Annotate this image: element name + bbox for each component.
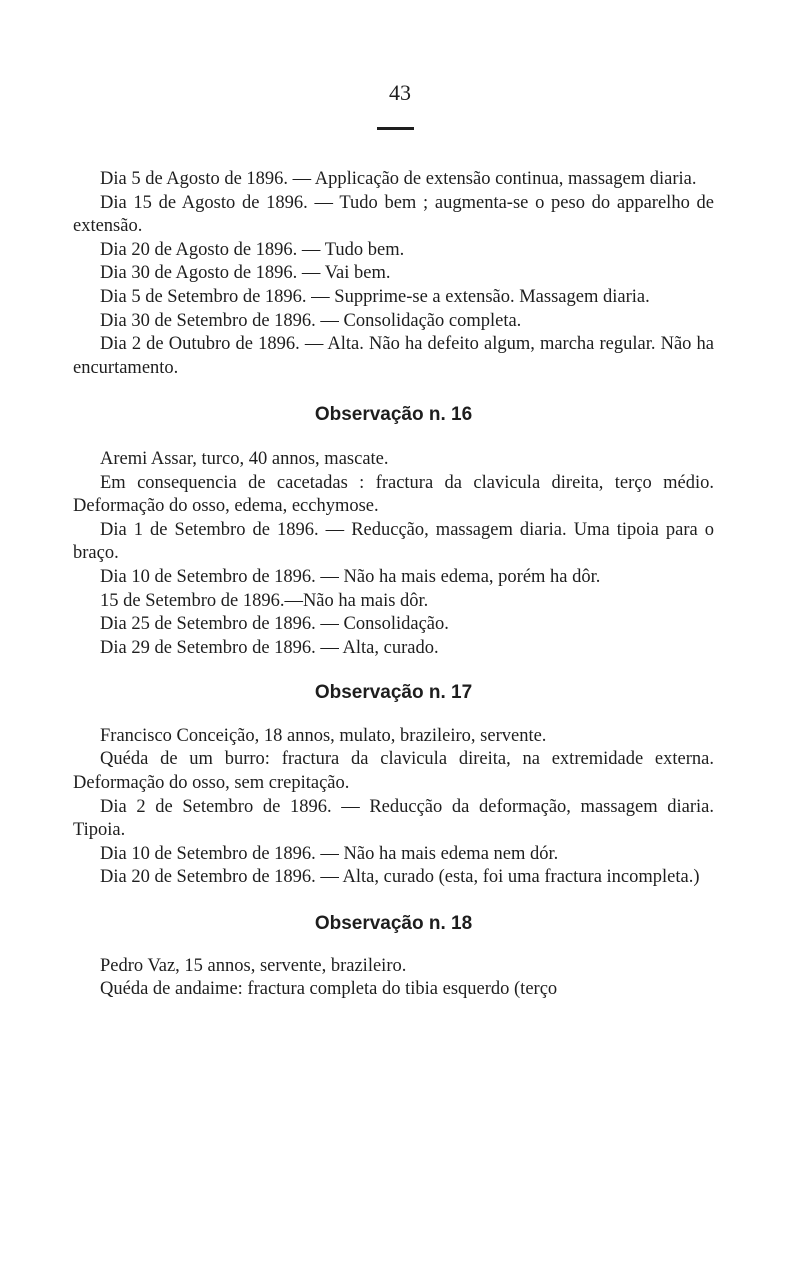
header-rule	[377, 127, 414, 130]
paragraph: Quéda de andaime: fractura completa do tibia esquerdo (terço	[100, 979, 558, 1000]
paragraph: Quéda de um burro: fractura da clavicula direita, na extremidade externa. Deformação do osso, sem crepitação.	[73, 749, 714, 794]
paragraph: Pedro Vaz, 15 annos, servente, brazileiro.	[100, 955, 407, 976]
paragraph: Dia 30 de Agosto de 1896. — Vai bem.	[100, 263, 391, 284]
paragraph: Dia 2 de Outubro de 1896. — Alta. Não ha defeito algum, marcha regular. Não ha encurtamento.	[73, 334, 714, 378]
paragraph: Dia 20 de Agosto de 1896. — Tudo bem.	[100, 239, 405, 260]
paragraph: Francisco Conceição, 18 annos, mulato, brazileiro, servente.	[100, 725, 547, 746]
paragraph: Dia 1 de Setembro de 1896. — Reducção, massagem diaria. Uma tipoia para o braço.	[73, 519, 714, 564]
page-number: 43	[389, 80, 411, 105]
paragraph: Dia 5 de Setembro de 1896. — Supprime-se a extensão. Massagem diaria.	[100, 286, 650, 307]
paragraph: Dia 30 de Setembro de 1896. — Consolidação completa.	[100, 310, 522, 331]
paragraph: Dia 10 de Setembro de 1896. — Não ha mais edema nem dór.	[100, 843, 559, 864]
observation-17-heading: Observação n. 17	[314, 682, 473, 704]
paragraph: Dia 15 de Agosto de 1896. — Tudo bem ; augmenta-se o peso do apparelho de extensão.	[73, 192, 714, 237]
paragraph: Dia 20 de Setembro de 1896. — Alta, curado (esta, foi uma fractura incompleta.)	[100, 867, 700, 888]
observation-18-heading: Observação n. 18	[314, 913, 473, 935]
paragraph: Aremi Assar, turco, 40 annos, mascate.	[100, 448, 389, 469]
paragraph: Dia 29 de Setembro de 1896. — Alta, curado.	[100, 637, 439, 658]
paragraph: 15 de Setembro de 1896.—Não ha mais dôr.	[100, 590, 429, 611]
observation-16-heading: Observação n. 16	[314, 404, 473, 426]
paragraph: Dia 25 de Setembro de 1896. — Consolidação.	[100, 614, 449, 635]
paragraph: Dia 10 de Setembro de 1896. — Não ha mais edema, porém ha dôr.	[100, 566, 601, 587]
paragraph: Dia 5 de Agosto de 1896. — Applicação de extensão continua, massagem diaria.	[100, 169, 697, 189]
paragraph: Em consequencia de cacetadas : fractura da clavicula direita, terço médio. Deformação do osso, edema, ecchymose.	[73, 472, 714, 517]
paragraph: Dia 2 de Setembro de 1896. — Reducção da deformação, massagem diaria. Tipoia.	[73, 796, 714, 841]
page-body	[73, 168, 714, 1002]
